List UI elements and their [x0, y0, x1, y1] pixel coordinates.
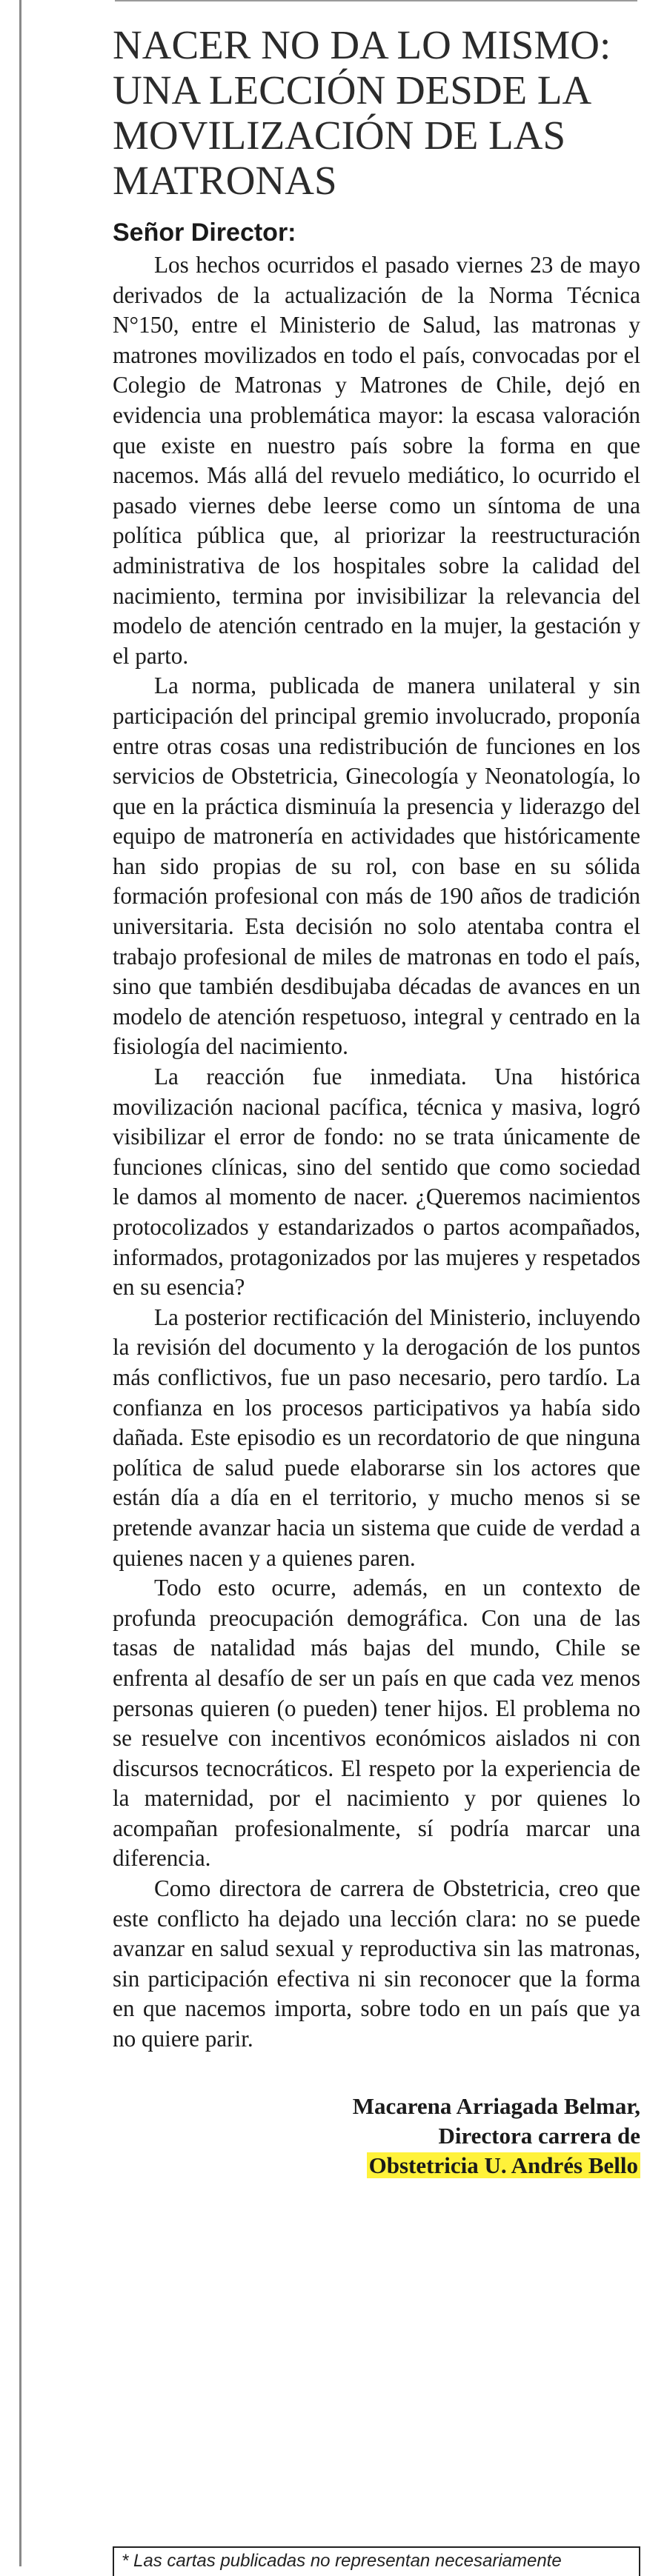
disclaimer-note: * Las cartas publicadas no representan necesariamente	[113, 2546, 640, 2576]
body-paragraph: Los hechos ocurridos el pasado viernes 23 de mayo derivados de la actualización de la Norma Técnica N°150, entre el Ministerio de Salud, las matronas y matrones movilizados en todo el país, convocadas por el Colegio de Matronas y Matrones de Chile, dejó en evidencia una problemática mayor: la escasa valoración que existe en nuestro país sobre la forma en que nacemos. Más allá del revuelo mediático, lo ocurrido el pasado viernes debe leerse como un síntoma de una política pública que, al priorizar la reestructuración administrativa de los hospitales sobre la calidad del nacimiento, termina por invisibilizar la relevancia del modelo de atención centrado en la mujer, la gestación y el parto.	[113, 252, 640, 669]
body-paragraph: La posterior rectificación del Ministerio, incluyendo la revisión del documento y la derogación de los puntos más conflictivos, fue un paso necesario, pero tardío. La confianza en los procesos participativos ya había sido dañada. Este episodio es un recordatorio de que ninguna política de salud puede elaborarse sin los actores que están día a día en el territorio, y mucho menos si se pretende avanzar hacia un sistema que cuide de verdad a quienes nacen y a quienes paren.	[113, 1304, 640, 1571]
letter-salutation: Señor Director:	[113, 218, 296, 247]
body-paragraph: La reacción fue inmediata. Una histórica movilización nacional pacífica, técnica y masiva, logró visibilizar el error de fondo: no se trata únicamente de funciones clínicas, sino del sentido que como sociedad le damos al momento de nacer. ¿Queremos nacimientos protocolizados y estandarizados o partos acompañados, informados, protagonizados por las mujeres y respetados en su esencia?	[113, 1064, 640, 1301]
letter-body	[113, 250, 640, 2055]
body-paragraph: Como directora de carrera de Obstetricia, creo que este conflicto ha dejado una lección clara: no se puede avanzar en salud sexual y reproductiva sin las matronas, sin participación efectiva ni sin reconocer que la forma en que nacemos importa, sobre todo en un país que ya no quiere parir.	[113, 1875, 640, 2052]
body-paragraph: Todo esto ocurre, además, en un contexto de profunda preocupación demográfica. Con una de las tasas de natalidad más bajas del mundo, Chile se enfrenta al desafío de ser un país en que cada vez menos personas quieren (o pueden) tener hijos. El problema no se resuelve con incentivos económicos aislados ni con discursos tecnocráticos. El respeto por la experiencia de la maternidad, por el nacimiento y por quienes lo acompañan profesionalmente, sí podría marcar una diferencia.	[113, 1575, 640, 1872]
letter-signature	[113, 2092, 640, 2180]
body-paragraph: La norma, publicada de manera unilateral y sin participación del principal gremio involucrado, proponía entre otras cosas una redistribución de funciones en los servicios de Obstetricia, Ginecología y Neonatología, lo que en la práctica disminuía la presencia y liderazgo del equipo de matronería en actividades que históricamente han sido propias de su rol, con base en su sólida formación profesional con más de 190 años de tradición universitaria. Esta decisión no solo atentaba contra el trabajo profesional de miles de matronas en todo el país, sino que también desdibujaba décadas de avances en un modelo de atención respetuoso, integral y centrado en la fisiología del nacimiento.	[113, 673, 640, 1060]
letter-column	[113, 22, 640, 2180]
signature-name: Macarena Arriagada Belmar,	[352, 2092, 640, 2119]
signature-institution: Obstetricia U. Andrés Bello	[367, 2152, 640, 2178]
column-rule-top	[115, 0, 637, 1]
column-rule-left	[19, 0, 21, 2566]
signature-title: Directora carrera de	[438, 2122, 640, 2149]
letter-headline: NACER NO DA LO MISMO: UNA LECCIÓN DESDE LA MOVILIZACIÓN DE LAS MATRONAS	[113, 22, 611, 203]
